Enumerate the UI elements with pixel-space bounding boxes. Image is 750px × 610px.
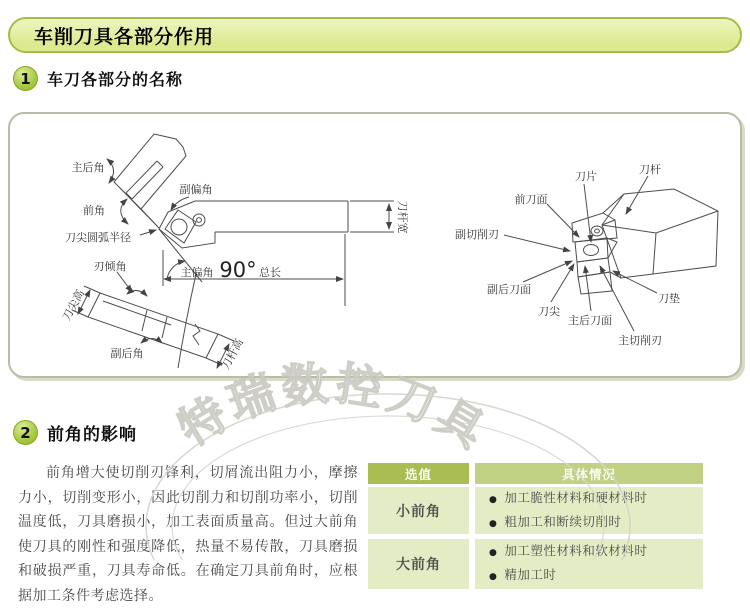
table-row-small-rake — [368, 487, 703, 534]
table-row-large-rake — [368, 539, 703, 589]
lower-side-view-drawing — [72, 272, 234, 368]
list-item-text: 粗加工和断续切削时 — [504, 513, 622, 529]
label-minor-flank-face: 副后刀面 — [487, 283, 531, 296]
label-total-length: 总长 — [259, 266, 281, 279]
bullet-icon: ● — [489, 494, 498, 505]
top-view-drawing — [159, 197, 394, 306]
label-major-flank-face: 主后刀面 — [568, 314, 612, 327]
rake-angle-paragraph: 前角增大使切削刃锋利，切屑流出阻力小，摩擦力小，切削变形小，因此切削力和切削功率小，切削温度低，刀具磨损小，加工表面质量高。但过大前角使刀具的刚性和强度降低，热量不易传散，刀具磨损和破损严重，刀具寿命低。在确定刀具前角时，应根据加工条件考虑选择。 — [18, 465, 358, 604]
section-1-number-badge: 1 — [13, 66, 38, 91]
list-item — [489, 511, 699, 535]
row-details-large-rake — [475, 539, 703, 589]
label-major-cutting-edge: 主切削刃 — [618, 334, 662, 347]
label-lead-angle: 主偏角 — [180, 266, 214, 279]
diagram-panel — [8, 112, 742, 378]
label-edge-inclination: 刃倾角 — [93, 260, 127, 273]
list-item — [489, 487, 699, 511]
watermark-text: 特瑞数控刀具 — [169, 355, 499, 461]
list-item-text: 加工塑性材料和软材料时 — [504, 543, 648, 558]
list-item-text: 精加工时 — [504, 567, 557, 582]
list-item-text: 加工脆性材料和硬材料时 — [504, 489, 648, 505]
list-item — [489, 564, 699, 588]
page-title: 车削刀具各部分作用 — [34, 25, 215, 48]
label-minor-relief-angle: 副后角 — [110, 347, 144, 360]
section-2-number-badge: 2 — [13, 420, 38, 445]
label-minor-cutting-edge: 副切削刃 — [455, 228, 499, 241]
section-1-heading — [13, 66, 183, 91]
bullet-icon: ● — [489, 518, 498, 529]
row-details-small-rake — [475, 487, 703, 534]
section-2-heading — [13, 420, 137, 445]
rake-angle-table — [368, 463, 703, 594]
label-shim: 刀垫 — [658, 292, 680, 305]
bullet-icon: ● — [489, 548, 498, 558]
bullet-icon: ● — [489, 572, 498, 582]
table-header-selection: 选值 — [368, 463, 469, 484]
table-header-details: 具体情况 — [475, 463, 703, 484]
label-main-relief-angle: 主后角 — [71, 161, 105, 174]
label-rake-face: 前刀面 — [514, 193, 548, 206]
label-tool-nose: 刀尖 — [538, 305, 560, 318]
label-minor-lead-angle: 副偏角 — [179, 183, 213, 196]
label-shank-height: 刀杆高 — [218, 336, 246, 372]
section-1-title: 车刀各部分的名称 — [47, 70, 184, 89]
label-shank-width: 刀杆宽 — [396, 200, 409, 234]
row-label-small-rake: 小前角 — [368, 487, 469, 534]
page-title-banner — [8, 17, 742, 53]
table-header-row — [368, 463, 703, 484]
tool-diagram — [10, 114, 740, 376]
label-tip-height: 刀尖高 — [59, 287, 87, 323]
label-insert: 刀片 — [575, 170, 597, 183]
row-label-large-rake: 大前角 — [368, 539, 469, 589]
section-2-title: 前角的影响 — [47, 425, 137, 445]
upper-side-view-drawing — [107, 134, 186, 235]
list-item — [489, 540, 699, 564]
label-nose-radius: 刀尖圆弧半径 — [65, 231, 131, 244]
label-shank: 刀杆 — [639, 163, 661, 176]
label-angle-value: 90° — [219, 258, 257, 282]
label-rake-angle: 前角 — [83, 204, 105, 217]
